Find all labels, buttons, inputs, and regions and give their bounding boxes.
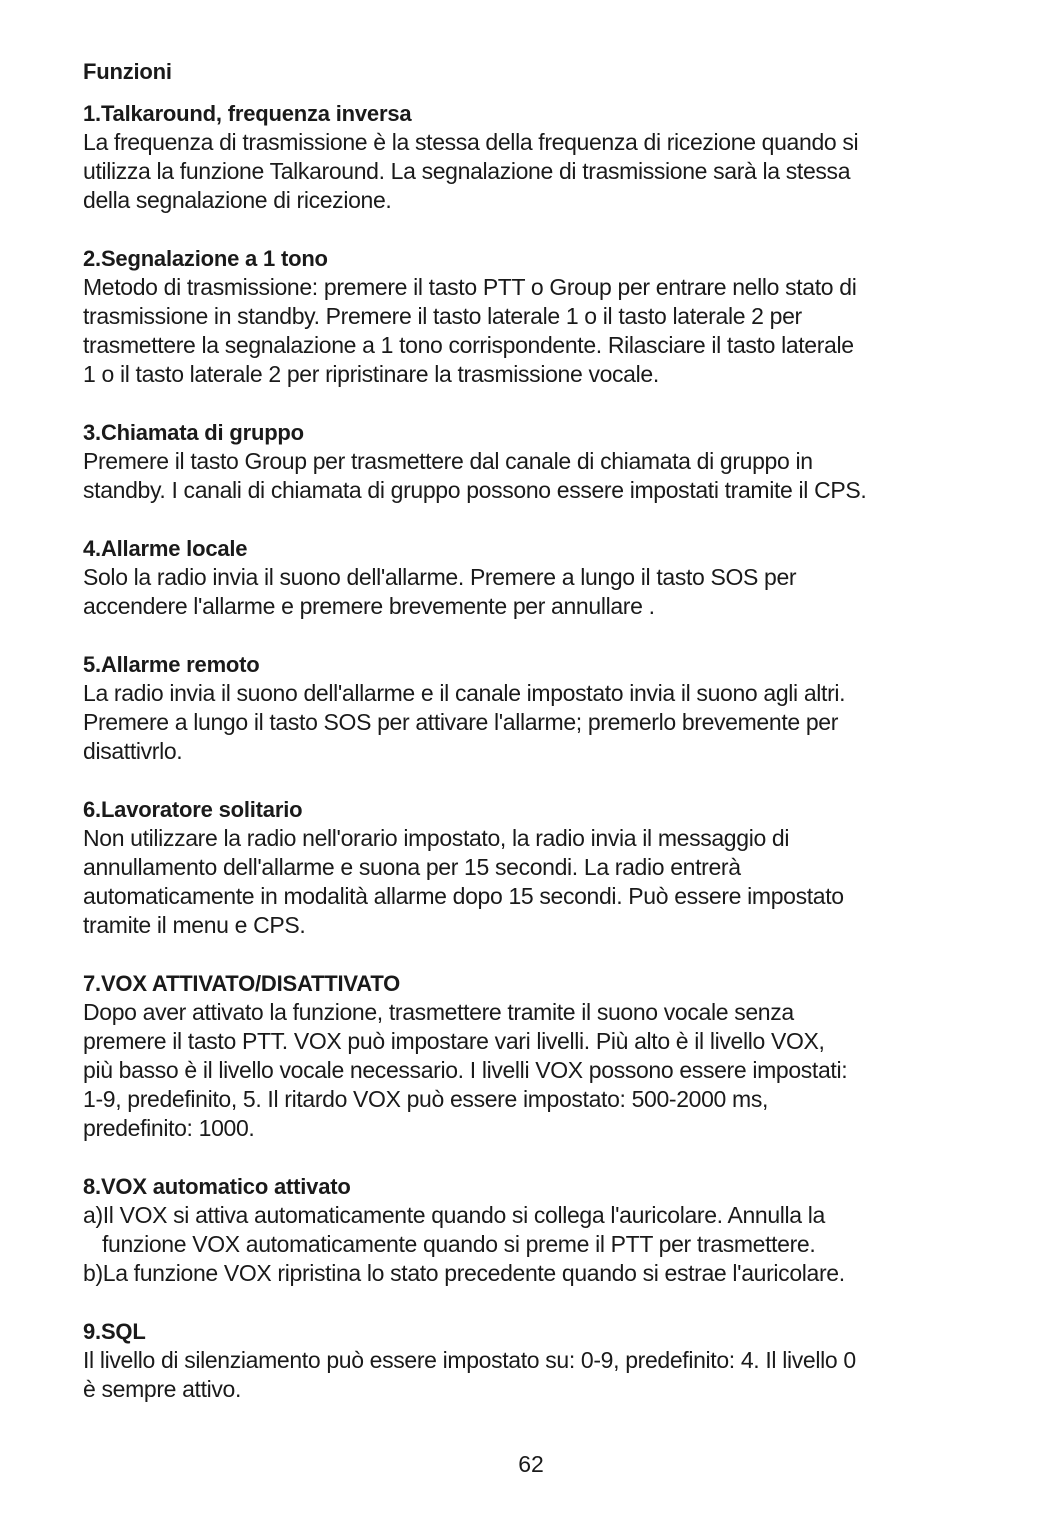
paragraph-line: predefinito: 1000. <box>83 1115 255 1141</box>
paragraph-line: Dopo aver attivato la funzione, trasmettere tramite il suono vocale senza <box>83 999 794 1025</box>
paragraph-line: Metodo di trasmissione: premere il tasto PTT o Group per entrare nello stato di <box>83 274 857 300</box>
paragraph-line: Premere il tasto Group per trasmettere dal canale di chiamata di gruppo in <box>83 448 813 474</box>
list-item-b: b)La funzione VOX ripristina lo stato precedente quando si estrae l'auricolare. <box>83 1260 845 1286</box>
paragraph-line: tramite il menu e CPS. <box>83 912 306 938</box>
page-number: 62 <box>518 1451 544 1477</box>
section-sql <box>83 1317 1003 1404</box>
section-heading: 7.VOX ATTIVATO/DISATTIVATO <box>83 971 401 996</box>
paragraph-line: 1 o il tasto laterale 2 per ripristinare la trasmissione vocale. <box>83 361 659 387</box>
paragraph-line: più basso è il livello vocale necessario. I livelli VOX possono essere impostati: <box>83 1057 848 1083</box>
paragraph-line: utilizza la funzione Talkaround. La segnalazione di trasmissione sarà la stessa <box>83 158 851 184</box>
section-segnalazione-1-tono <box>83 244 1003 389</box>
paragraph-line: accendere l'allarme e premere brevemente per annullare . <box>83 593 655 619</box>
paragraph-line: Premere a lungo il tasto SOS per attivare l'allarme; premerlo brevemente per <box>83 709 839 735</box>
paragraph-line: Il livello di silenziamento può essere impostato su: 0-9, predefinito: 4. Il livello 0 <box>83 1347 856 1373</box>
list-item-a: a)Il VOX si attiva automaticamente quando si collega l'auricolare. Annulla la <box>83 1202 825 1228</box>
section-heading: 9.SQL <box>83 1319 146 1344</box>
paragraph-line: trasmissione in standby. Premere il tasto laterale 1 o il tasto laterale 2 per <box>83 303 802 329</box>
paragraph-line: La radio invia il suono dell'allarme e il canale impostato invia il suono agli altri. <box>83 680 846 706</box>
section-heading: 6.Lavoratore solitario <box>83 797 303 822</box>
section-heading: 2.Segnalazione a 1 tono <box>83 246 328 271</box>
paragraph-line: standby. I canali di chiamata di gruppo possono essere impostati tramite il CPS. <box>83 477 867 503</box>
paragraph-line: Non utilizzare la radio nell'orario impostato, la radio invia il messaggio di <box>83 825 790 851</box>
section-allarme-remoto <box>83 650 1003 766</box>
paragraph-line: Solo la radio invia il suono dell'allarme. Premere a lungo il tasto SOS per <box>83 564 797 590</box>
page-title: Funzioni <box>83 59 172 84</box>
paragraph-line: 1-9, predefinito, 5. Il ritardo VOX può essere impostato: 500-2000 ms, <box>83 1086 769 1112</box>
paragraph-line: annullamento dell'allarme e suona per 15 secondi. La radio entrerà <box>83 854 741 880</box>
paragraph-line: premere il tasto PTT. VOX può impostare vari livelli. Più alto è il livello VOX, <box>83 1028 825 1054</box>
paragraph-line: disattivrlo. <box>83 738 183 764</box>
section-talkaround <box>83 99 1003 215</box>
section-heading: 5.Allarme remoto <box>83 652 260 677</box>
paragraph-line: della segnalazione di ricezione. <box>83 187 392 213</box>
paragraph-line: è sempre attivo. <box>83 1376 242 1402</box>
section-heading: 1.Talkaround, frequenza inversa <box>83 101 412 126</box>
section-vox-automatico <box>83 1172 1003 1288</box>
section-vox-attivato-disattivato <box>83 969 1003 1143</box>
paragraph-line: automaticamente in modalità allarme dopo 15 secondi. Può essere impostato <box>83 883 844 909</box>
paragraph-line: La frequenza di trasmissione è la stessa della frequenza di ricezione quando si <box>83 129 859 155</box>
section-lavoratore-solitario <box>83 795 1003 940</box>
document-page <box>83 57 1003 1433</box>
section-heading: 3.Chiamata di gruppo <box>83 420 304 445</box>
section-heading: 8.VOX automatico attivato <box>83 1174 351 1199</box>
paragraph-line: trasmettere la segnalazione a 1 tono corrispondente. Rilasciare il tasto laterale <box>83 332 854 358</box>
list-item-a-continuation: funzione VOX automaticamente quando si preme il PTT per trasmettere. <box>102 1231 816 1257</box>
section-allarme-locale <box>83 534 1003 621</box>
section-chiamata-di-gruppo <box>83 418 1003 505</box>
section-heading: 4.Allarme locale <box>83 536 248 561</box>
